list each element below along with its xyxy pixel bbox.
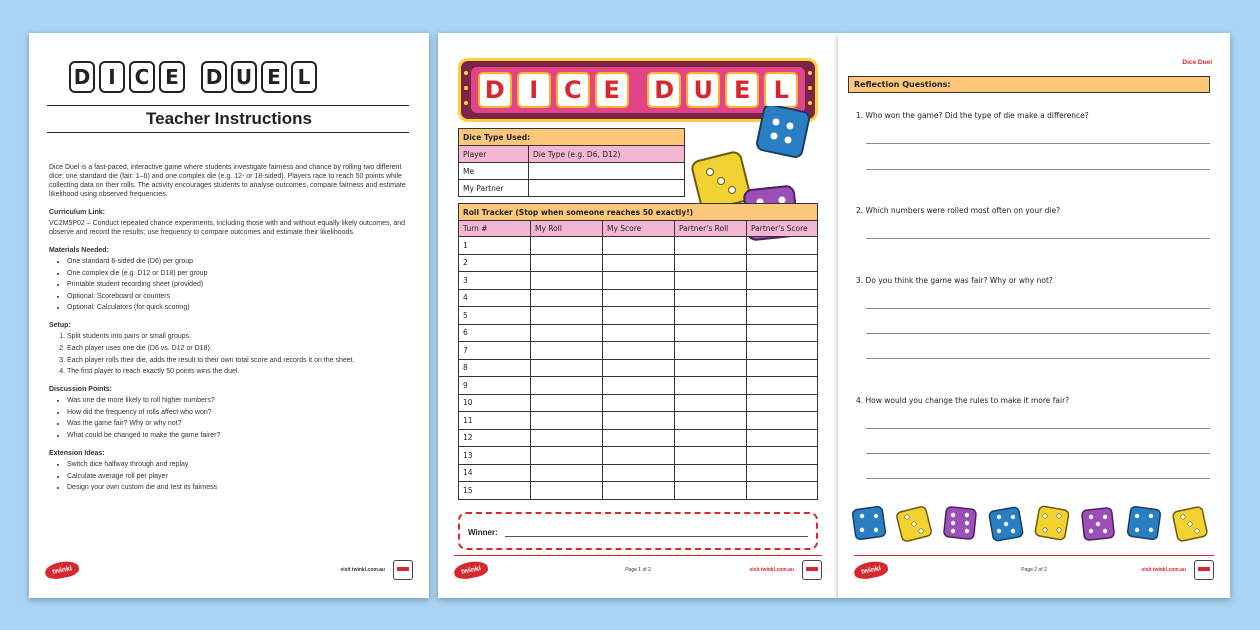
input-cell[interactable] xyxy=(531,464,603,482)
yellow-die-icon xyxy=(896,506,932,542)
roll-tracker-title: Roll Tracker (Stop when someone reaches 50 exactly!) xyxy=(459,204,818,221)
intro-text: Dice Duel is a fast-paced, interactive game where students investigate fairness and chance by rolling two different dice: one standard die (fair: 1–6) and one complex die (e.g. 12- or 18-sided). Players race to reach 50 points while collecting data on their rolls. The activity encourages students to analyse outcomes, compare fairness and estimate likelihood using observed frequencies. xyxy=(49,164,406,198)
title-letter: L xyxy=(291,61,317,93)
purple-die-icon xyxy=(1082,508,1115,541)
materials-heading: Materials Needed: xyxy=(49,247,109,254)
input-cell[interactable] xyxy=(603,324,675,342)
page-subtitle: Teacher Instructions xyxy=(146,109,312,128)
input-cell[interactable] xyxy=(531,412,603,430)
input-cell[interactable] xyxy=(529,163,685,180)
dice-type-title: Dice Type Used: xyxy=(459,129,685,146)
column-header: Player xyxy=(459,146,529,163)
blue-die-icon xyxy=(1127,506,1161,540)
title-letter: I xyxy=(99,61,125,93)
list-item: • Switch dice halfway through and replay xyxy=(67,460,409,469)
input-cell[interactable] xyxy=(675,412,747,430)
list-item: 1. Split students into pairs or small groups. xyxy=(67,332,409,341)
title-letter: E xyxy=(261,61,287,93)
input-cell[interactable] xyxy=(747,377,818,395)
list-item: • Calculate average roll per player xyxy=(67,472,409,481)
input-cell[interactable] xyxy=(531,359,603,377)
yellow-die-icon xyxy=(1035,506,1070,541)
input-cell[interactable] xyxy=(747,342,818,360)
table-row xyxy=(459,359,818,377)
banner-letter: L xyxy=(764,72,798,108)
turn-number: 10 xyxy=(459,394,531,412)
input-cell[interactable] xyxy=(675,429,747,447)
input-cell[interactable] xyxy=(603,429,675,447)
input-cell[interactable] xyxy=(747,412,818,430)
list-item: 4. The first player to reach exactly 50 points wins the duel. xyxy=(67,367,409,376)
input-cell[interactable] xyxy=(675,394,747,412)
quality-badge-icon xyxy=(393,560,413,580)
table-row xyxy=(459,254,818,272)
turn-number: 5 xyxy=(459,307,531,325)
turn-number: 3 xyxy=(459,272,531,290)
input-cell[interactable] xyxy=(603,289,675,307)
input-cell[interactable] xyxy=(531,237,603,255)
list-item: 3. Each player rolls their die, adds the result to their own total score and records it on the sheet. xyxy=(67,356,409,365)
page-footer xyxy=(454,560,822,580)
reflection-title: Reflection Questions: xyxy=(848,76,1210,93)
footer-url[interactable]: visit twinkl.com.au xyxy=(340,567,385,573)
input-cell[interactable] xyxy=(675,447,747,465)
list-item: • Was the game fair? Why or why not? xyxy=(67,419,409,428)
table-row xyxy=(459,464,818,482)
setup-heading: Setup: xyxy=(49,322,71,330)
table-row xyxy=(459,482,818,500)
winner-label: Winner: xyxy=(468,528,498,537)
page-header: Dice Duel xyxy=(1182,59,1212,66)
discussion-list xyxy=(67,396,409,440)
column-header: My Roll xyxy=(531,221,603,237)
page-footer xyxy=(854,560,1214,580)
materials-list xyxy=(67,257,409,312)
turn-number: 2 xyxy=(459,254,531,272)
question: 4. How would you change the rules to make it more fair? xyxy=(856,396,1070,405)
input-cell[interactable] xyxy=(747,394,818,412)
winner-input-line[interactable] xyxy=(505,536,808,537)
input-cell[interactable] xyxy=(603,412,675,430)
list-item: • Optional: Calculators (for quick scoring) xyxy=(67,303,409,312)
list-item: • One standard 6-sided die (D6) per group xyxy=(67,257,409,266)
extension-heading: Extension Ideas: xyxy=(49,449,105,457)
quality-badge-icon xyxy=(802,560,822,580)
question: 2. Which numbers were rolled most often on your die? xyxy=(856,206,1061,215)
banner-letter: D xyxy=(478,72,512,108)
dice-type-table xyxy=(458,128,685,197)
table-row xyxy=(459,272,818,290)
column-header: Partner's Score xyxy=(747,221,818,237)
input-cell[interactable] xyxy=(531,307,603,325)
footer-url[interactable]: visit twinkl.com.au xyxy=(749,567,794,573)
column-header: Die Type (e.g. D6, D12) xyxy=(529,146,685,163)
input-cell[interactable] xyxy=(747,307,818,325)
answer-line[interactable] xyxy=(866,308,1210,309)
page-number: Page 2 of 2 xyxy=(1021,567,1047,573)
input-cell[interactable] xyxy=(747,324,818,342)
turn-number: 7 xyxy=(459,342,531,360)
roll-tracker-rows xyxy=(459,237,818,500)
column-header: Turn # xyxy=(459,221,531,237)
curriculum-text: VC2M5P02 – Conduct repeated chance experiments, including those with and without equally likely outcomes, and observe and record the results; use frequency to compare outcomes and estimate their likelihoods. xyxy=(49,220,406,236)
input-cell[interactable] xyxy=(675,254,747,272)
answer-line[interactable] xyxy=(866,169,1210,170)
input-cell[interactable] xyxy=(747,464,818,482)
discussion-heading: Discussion Points: xyxy=(49,386,113,394)
input-cell[interactable] xyxy=(747,289,818,307)
turn-number: 9 xyxy=(459,377,531,395)
divider xyxy=(47,105,409,106)
twinkl-logo: twinkl xyxy=(453,559,489,581)
footer-divider xyxy=(854,555,1214,556)
title-letter: C xyxy=(129,61,155,93)
input-cell[interactable] xyxy=(603,464,675,482)
input-cell[interactable] xyxy=(603,447,675,465)
input-cell[interactable] xyxy=(529,180,685,197)
row-label: My Partner xyxy=(459,180,529,197)
teacher-instructions-page xyxy=(29,33,429,598)
turn-number: 13 xyxy=(459,447,531,465)
input-cell[interactable] xyxy=(675,464,747,482)
winner-box xyxy=(458,512,818,550)
answer-line[interactable] xyxy=(866,333,1210,334)
input-cell[interactable] xyxy=(747,254,818,272)
blue-die-icon xyxy=(756,106,811,158)
input-cell[interactable] xyxy=(675,237,747,255)
input-cell[interactable] xyxy=(675,359,747,377)
title-letter: U xyxy=(231,61,257,93)
input-cell[interactable] xyxy=(603,307,675,325)
blue-die-icon xyxy=(989,507,1024,542)
page-footer xyxy=(45,560,413,580)
list-item: • What could be changed to make the game fairer? xyxy=(67,431,409,440)
extension-list xyxy=(67,460,409,492)
turn-number: 6 xyxy=(459,324,531,342)
list-item: • Design your own custom die and test its fairness xyxy=(67,483,409,492)
footer-url[interactable]: visit twinkl.com.au xyxy=(1141,567,1186,573)
input-cell[interactable] xyxy=(747,429,818,447)
input-cell[interactable] xyxy=(603,342,675,360)
table-row xyxy=(459,237,818,255)
input-cell[interactable] xyxy=(675,482,747,500)
title-letter: E xyxy=(159,61,185,93)
column-header: My Score xyxy=(603,221,675,237)
input-cell[interactable] xyxy=(531,447,603,465)
quality-badge-icon xyxy=(1194,560,1214,580)
list-item: • Optional: Scoreboard or counters xyxy=(67,292,409,301)
answer-line[interactable] xyxy=(866,143,1210,144)
yellow-die-icon xyxy=(1172,506,1208,542)
page-number: Page 1 of 2 xyxy=(625,567,651,573)
table-row xyxy=(459,289,818,307)
input-cell[interactable] xyxy=(531,482,603,500)
title-letter: D xyxy=(201,61,227,93)
column-header: Partner's Roll xyxy=(675,221,747,237)
table-row xyxy=(459,324,818,342)
input-cell[interactable] xyxy=(675,307,747,325)
banner-letter: E xyxy=(595,72,629,108)
input-cell[interactable] xyxy=(747,272,818,290)
banner-letter: E xyxy=(725,72,759,108)
input-cell[interactable] xyxy=(675,272,747,290)
list-item: • How did the frequency of rolls affect who won? xyxy=(67,408,409,417)
turn-number: 11 xyxy=(459,412,531,430)
blue-die-icon xyxy=(852,506,886,540)
table-row xyxy=(459,429,818,447)
input-cell[interactable] xyxy=(603,377,675,395)
input-cell[interactable] xyxy=(531,394,603,412)
turn-number: 12 xyxy=(459,429,531,447)
answer-line[interactable] xyxy=(866,478,1210,479)
banner-letter: U xyxy=(686,72,720,108)
footer-divider xyxy=(454,555,822,556)
list-item: • One complex die (e.g. D12 or D18) per group xyxy=(67,269,409,278)
list-item: 2. Each player uses one die (D6 vs. D12 or D18). xyxy=(67,344,409,353)
input-cell[interactable] xyxy=(531,254,603,272)
input-cell[interactable] xyxy=(675,342,747,360)
setup-list xyxy=(67,332,409,376)
input-cell[interactable] xyxy=(603,272,675,290)
table-row xyxy=(459,412,818,430)
turn-number: 15 xyxy=(459,482,531,500)
banner-letter: D xyxy=(647,72,681,108)
purple-die-icon xyxy=(944,507,977,540)
input-cell[interactable] xyxy=(531,272,603,290)
turn-number: 1 xyxy=(459,237,531,255)
input-cell[interactable] xyxy=(531,324,603,342)
input-cell[interactable] xyxy=(603,237,675,255)
turn-number: 8 xyxy=(459,359,531,377)
reflection-page xyxy=(838,33,1230,598)
list-item: • Printable student recording sheet (provided) xyxy=(67,280,409,289)
banner-letter: C xyxy=(556,72,590,108)
student-sheet-page xyxy=(438,33,838,598)
input-cell[interactable] xyxy=(603,482,675,500)
turn-number: 4 xyxy=(459,289,531,307)
input-cell[interactable] xyxy=(603,359,675,377)
input-cell[interactable] xyxy=(747,359,818,377)
banner-letter: I xyxy=(517,72,551,108)
input-cell[interactable] xyxy=(675,377,747,395)
input-cell[interactable] xyxy=(675,324,747,342)
input-cell[interactable] xyxy=(747,447,818,465)
answer-line[interactable] xyxy=(866,453,1210,454)
input-cell[interactable] xyxy=(747,482,818,500)
input-cell[interactable] xyxy=(675,289,747,307)
turn-number: 14 xyxy=(459,464,531,482)
table-row xyxy=(459,447,818,465)
answer-line[interactable] xyxy=(866,238,1210,239)
input-cell[interactable] xyxy=(531,429,603,447)
list-item: • Was one die more likely to roll higher numbers? xyxy=(67,396,409,405)
answer-line[interactable] xyxy=(866,358,1210,359)
row-label: Me xyxy=(459,163,529,180)
curriculum-heading: Curriculum Link: xyxy=(49,209,106,216)
roll-tracker-table xyxy=(458,203,818,500)
input-cell[interactable] xyxy=(531,289,603,307)
table-row xyxy=(459,394,818,412)
input-cell[interactable] xyxy=(531,342,603,360)
divider xyxy=(47,132,409,133)
dice-row-decoration xyxy=(852,505,1212,543)
twinkl-logo: twinkl xyxy=(853,559,889,581)
table-row xyxy=(459,307,818,325)
twinkl-logo: twinkl xyxy=(44,559,80,581)
question: 1. Who won the game? Did the type of die make a difference? xyxy=(856,111,1089,120)
dice-duel-title xyxy=(69,61,321,93)
input-cell[interactable] xyxy=(531,377,603,395)
instructions-body xyxy=(49,163,409,495)
question: 3. Do you think the game was fair? Why or why not? xyxy=(856,276,1053,285)
input-cell[interactable] xyxy=(747,237,818,255)
table-row xyxy=(459,377,818,395)
table-row xyxy=(459,342,818,360)
input-cell[interactable] xyxy=(603,394,675,412)
title-letter: D xyxy=(69,61,95,93)
input-cell[interactable] xyxy=(603,254,675,272)
answer-line[interactable] xyxy=(866,428,1210,429)
